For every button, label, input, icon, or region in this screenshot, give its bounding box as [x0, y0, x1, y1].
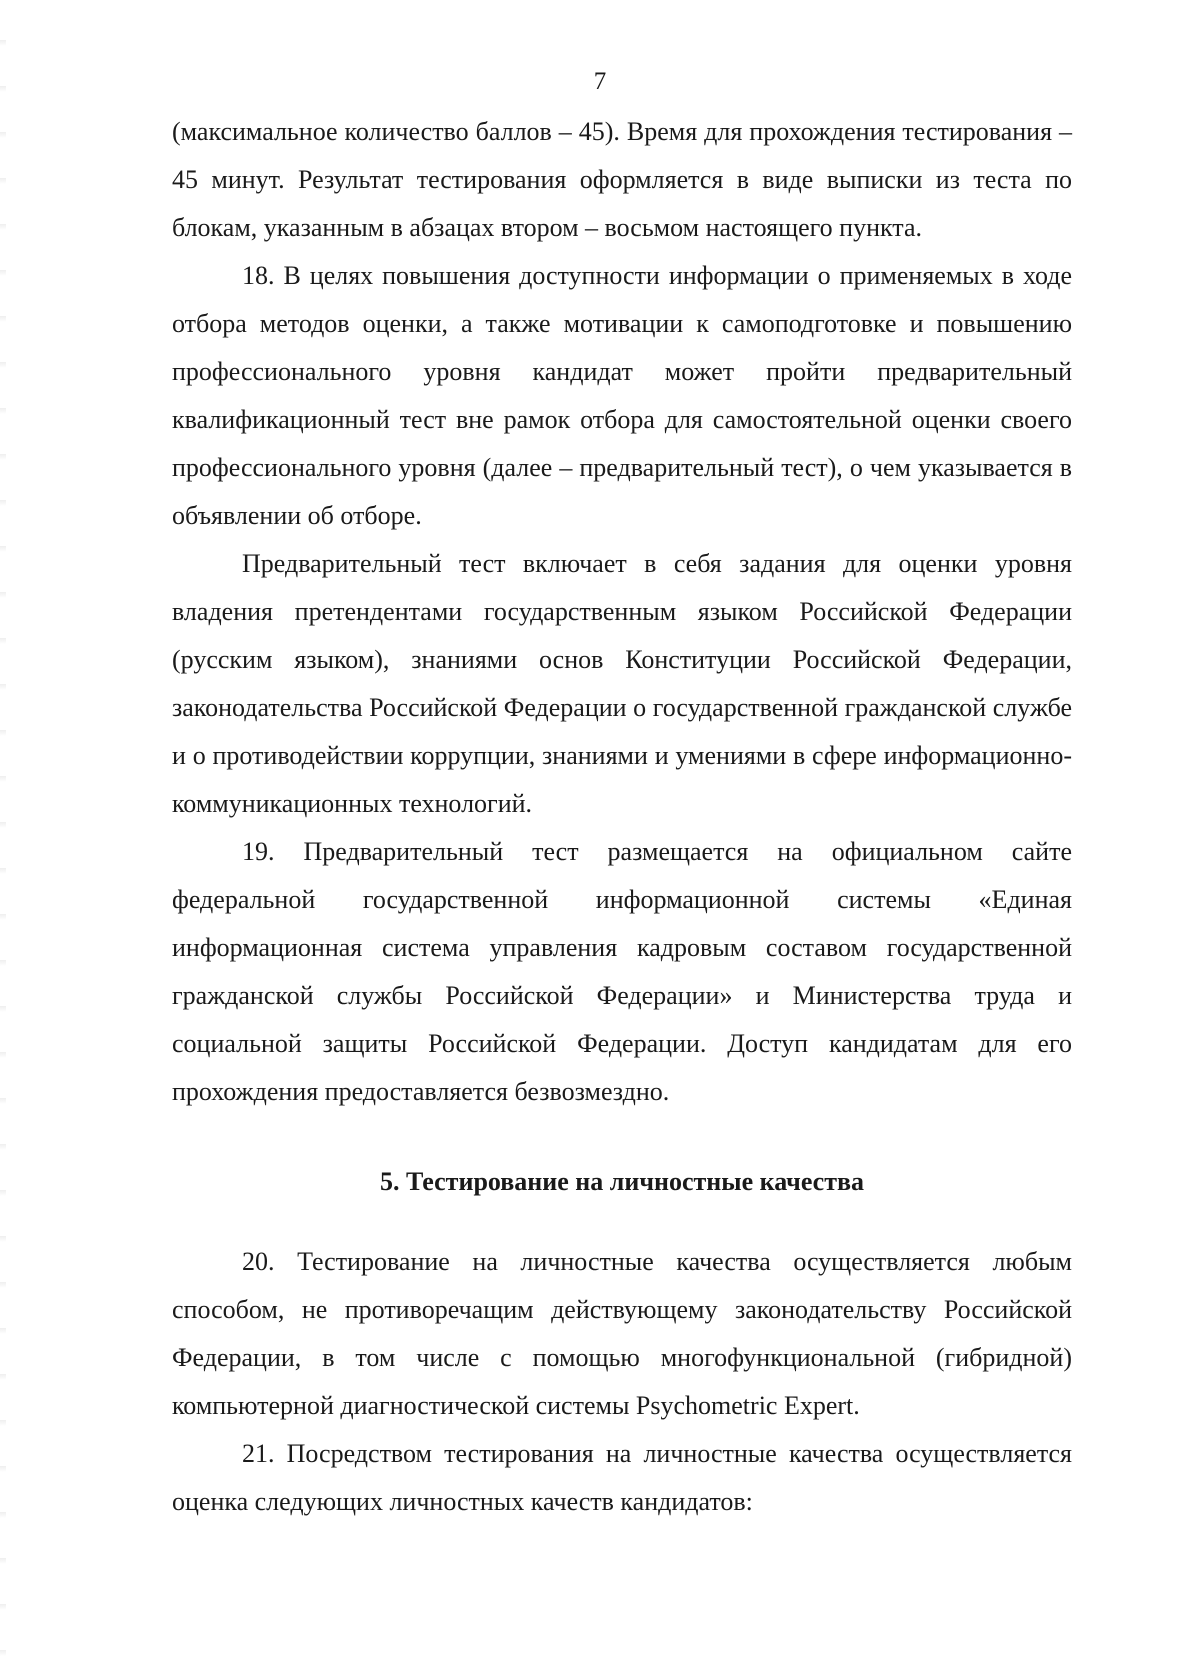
paragraph-preliminary-test-content: Предварительный тест включает в себя задания для оценки уровня владения претендентами государственным языком Российской Федерации (русским языком), знаниями основ Конституции Российской Федерации, законодательства Российской Федерации о государственной гражданской службе и о противодействии коррупции, знаниями и умениями в сфере информационно-коммуникационных технологий.	[172, 549, 1072, 818]
scan-edge-artifact	[0, 0, 6, 1661]
section-title: 5. Тестирование на личностные качества	[379, 1167, 865, 1196]
document-body	[172, 108, 1072, 1526]
paragraph-continuation: (максимальное количество баллов – 45). Время для прохождения тестирования – 45 минут. Результат тестирования оформляется в виде выписки из теста по блокам, указанным в абзацах втором – восьмом настоящего пункта.	[172, 117, 1072, 242]
paragraph-20: 20. Тестирование на личностные качества осуществляется любым способом, не противоречащим действующему законодательству Российской Федерации, в том числе с помощью многофункциональной (гибридной) компьютерной диагностической системы Psychometric Expert.	[172, 1247, 1072, 1420]
paragraph-21: 21. Посредством тестирования на личностные качества осуществляется оценка следующих личностных качеств кандидатов:	[172, 1439, 1072, 1516]
paragraph-18: 18. В целях повышения доступности информации о применяемых в ходе отбора методов оценки, а также мотивации к самоподготовке и повышению профессионального уровня кандидат может пройти предварительный квалификационный тест вне рамок отбора для самостоятельной оценки своего профессионального уровня (далее – предварительный тест), о чем указывается в объявлении об отборе.	[172, 261, 1072, 530]
page-number: 7	[593, 68, 607, 95]
paragraph-19: 19. Предварительный тест размещается на официальном сайте федеральной государственной информационной системы «Единая информационная система управления кадровым составом государственной гражданской службы Российской Федерации» и Министерства труда и социальной защиты Российской Федерации. Доступ кандидатам для его прохождения предоставляется безвозмездно.	[172, 837, 1072, 1106]
